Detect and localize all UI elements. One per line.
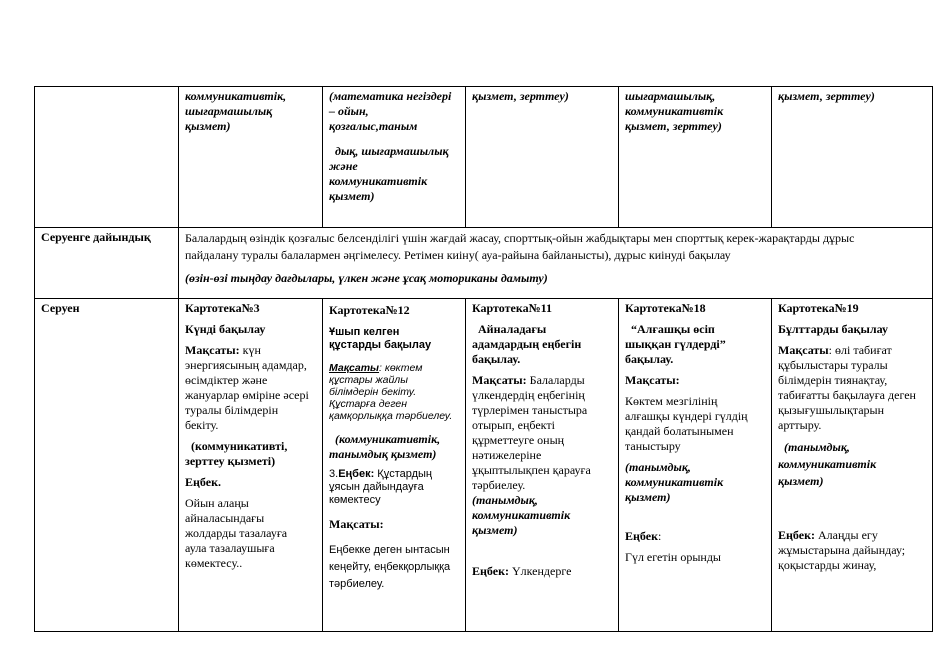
goal2-heading: Мақсаты: — [329, 517, 384, 531]
goal-text: Мақсаты: көктем — [329, 362, 423, 374]
row1-cell-5: қызмет, зерттеу) — [772, 87, 933, 228]
goal-text: Мақсаты: күн — [185, 343, 261, 357]
card-number: Картотека№19 — [778, 301, 859, 315]
walk-day-3: Картотека№11 Айналадағы адамдардың еңбегін бақылау. Мақсаты: Балаларды үлкендердің еңбегінің түрлерімен таныстыра отырып, еңбекті құрметтеуге оның нәтижелеріне ұқыптылықпен қарауға тәрбиелеу. (танымдық, коммуникативтік қызмет) Еңбек: Үлкендерге — [466, 299, 619, 632]
activity-type: (танымдық, — [784, 440, 850, 454]
observation-title: Айналадағы — [478, 322, 547, 336]
goal-text: Мақсаты: өлі табиғат — [778, 343, 892, 357]
observation-title: Күнді бақылау — [185, 322, 266, 336]
row1-cell-2: (математика негіздері – ойын, қозғалыс,таным дық, шығармашылық және коммуникативтік қызмет) — [323, 87, 466, 228]
row1-cell-3: қызмет, зерттеу) — [466, 87, 619, 228]
goal-text: Мақсаты: Балаларды — [472, 373, 585, 387]
walk-preparation-label: Серуенге дайындық — [35, 228, 179, 299]
walk-preparation-skills: (өзін-өзі тыңдау дағдылары, үлкен және ұсақ моториканы дамыту) — [185, 271, 548, 285]
walk-label: Серуен — [35, 299, 179, 632]
goal-heading: Мақсаты: — [625, 373, 680, 387]
work-text: Еңбек: Үлкендерге — [472, 564, 572, 578]
walk-day-4: Картотека№18 “Алғашқы өсіп шыққан гүлдерді” бақылау. Мақсаты: Көктем мезгілінің алғашқы күндері гүлдің қандай болатынымен таныстыру (танымдық, коммуникативтік қызмет) Еңбек: Гүл егетін орынды — [619, 299, 772, 632]
card-number: Картотека№12 — [329, 303, 410, 317]
row1-cell-4: шығармашылық, коммуникативтік қызмет, зерттеу) — [619, 87, 772, 228]
activity-type: (коммуникативті, — [191, 439, 288, 453]
walk-day-5: Картотека№19 Бұлттарды бақылау Мақсаты: өлі табиғат құбылыстары туралы білімдерін тиянақтау, табиғатты бақылауға деген қызығушылықтарын арттыру. (танымдық, коммуникативтік қызмет) Еңбек: Алаңды егу жұмыстарына дайындау; қоқыстарды жинау, — [772, 299, 933, 632]
card-number: Картотека№3 — [185, 301, 260, 315]
work-text: 3.Еңбек: Құстардың — [329, 468, 433, 480]
observation-title: “Алғашқы өсіп — [631, 322, 715, 336]
row-label-empty — [35, 87, 179, 228]
walk-preparation-line-1: Балалардың өзіндік қозғалыс белсенділігі үшін жағдай жасау, спорттық-ойын жабдықтары мен спорттық керек-жарақтарды дұрыс — [185, 231, 855, 245]
card-number: Картотека№11 — [472, 301, 552, 315]
walk-preparation-row — [35, 228, 933, 299]
continuation-row — [35, 87, 933, 228]
work-heading: Еңбек: — [625, 529, 662, 543]
daily-plan-table — [34, 86, 933, 632]
work-text: Еңбек: Алаңды егу — [778, 528, 878, 542]
walk-day-2: Картотека№12 Ұшып келген құстарды бақылау Мақсаты: көктем құстары жайлы білімдерін бекіту. Құстарға деген қамқорлыққа тәрбиелеу. (коммуникативтік, танымдық қызмет) 3.Еңбек: Құстардың ұясын дайындауға көмектесу Мақсаты: Еңбекке деген ынтасын кеңейту, еңбекқорлыққа тәрбиелеу. — [323, 299, 466, 632]
card-number: Картотека№18 — [625, 301, 706, 315]
row1-cell-1: коммуникативтік, шығармашылық қызмет) — [179, 87, 323, 228]
activity-type: (танымдық, — [625, 460, 691, 474]
observation-title: Бұлттарды бақылау — [778, 322, 888, 336]
walk-preparation-line-2: пайдалану туралы балалармен әңгімелесу. Ретімен киіну( ауа-райына байланысты), дұрыс киінуді бақылау — [185, 248, 731, 262]
walk-preparation-content — [179, 228, 933, 299]
activity-type: (танымдық, — [472, 493, 538, 507]
work-heading: Еңбек. — [185, 475, 221, 489]
observation-title: Ұшып келген — [329, 326, 400, 338]
activity-type: (коммуникативтік, — [335, 432, 441, 446]
walk-row — [35, 299, 933, 632]
walk-day-1: Картотека№3 Күнді бақылау Мақсаты: күн энергиясының адамдар, өсімдіктер және жануарлар өміріне әсері туралы білімдерін бекіту. (коммуникативті, зерттеу қызметі) Еңбек. Ойын алаңы айналасындағы жолдарды тазалауға аула тазалаушыға көмектесу.. — [179, 299, 323, 632]
